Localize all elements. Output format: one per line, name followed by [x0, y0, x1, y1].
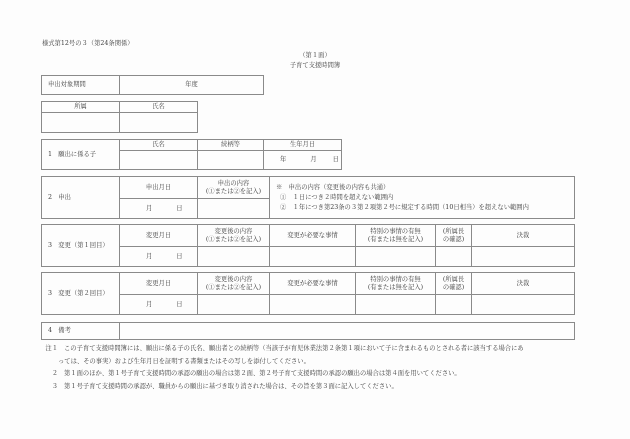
page-label: （第１面） [299, 52, 331, 59]
change-reason-field[interactable] [270, 295, 356, 315]
decision-header: 決裁 [472, 225, 575, 247]
note-text: 第１号子育て支援時間の承認が、職員からの願出に基づき取り消された場合は、その旨を第３面に記入してください。 [64, 382, 398, 390]
period-year-field[interactable]: 年度 [120, 76, 264, 95]
affiliation-table [41, 101, 198, 133]
section1-child-table [41, 139, 342, 170]
change-content-header [198, 225, 270, 247]
supervisor-confirm-field[interactable] [436, 247, 472, 267]
supervisor-header-line1: (所属長 [442, 227, 465, 235]
change-date-header: 変更月日 [120, 273, 198, 295]
change-content-header-line2: (①または②を記入) [205, 283, 262, 291]
day-label: 日 [176, 300, 183, 308]
special-circumstance-header [356, 225, 436, 247]
request-content-legend [270, 177, 575, 219]
change-date-field[interactable] [120, 295, 198, 315]
section2-label: 2 申出 [42, 177, 120, 219]
legend-item-1: ① １日につき２時間を超えない範囲内 [280, 193, 394, 201]
note-line: っては、その事実）および生年月日を証明する書類またはその写しを添付してください。 [58, 357, 310, 365]
period-label: 申出対象期間 [42, 76, 120, 95]
request-content-header-line1: 申出の内容 [217, 179, 250, 187]
month-label: 月 [146, 300, 153, 308]
special-header-line2: (有または無を記入) [367, 283, 424, 291]
month-label: 月 [146, 204, 153, 212]
request-content-field[interactable] [198, 199, 270, 219]
document-title: 子育て支援時間簿 [289, 62, 341, 69]
section2-request-table [41, 176, 575, 219]
note-text: 第１面のほか、第１号子育て支援時間の承認の願出の場合は第２面、第２号子育て支援時間の承認の願出の場合は第４面を用いてください。 [64, 370, 461, 378]
request-content-header-line2: (①または②を記入) [205, 187, 262, 195]
decision-header: 決裁 [472, 273, 575, 295]
change1-table [41, 224, 575, 267]
name-header: 氏名 [120, 102, 198, 113]
change-content-header-line2: (①または②を記入) [205, 235, 262, 243]
birthdate-header: 生年月日 [264, 140, 342, 151]
supervisor-confirm-header [436, 225, 472, 247]
supervisor-header-line2: の確認) [442, 283, 465, 291]
day-label: 日 [332, 156, 339, 164]
change2-label: 3 変更（第２回目） [42, 273, 120, 315]
child-name-header: 氏名 [120, 140, 198, 151]
change-content-header-line1: 変更後の内容 [214, 275, 253, 283]
change-content-header [198, 273, 270, 295]
name-field[interactable] [120, 113, 198, 133]
day-label: 日 [176, 252, 183, 260]
request-date-field[interactable] [120, 199, 198, 219]
note-number: ３ [51, 382, 58, 390]
child-name-field[interactable] [120, 151, 198, 170]
decision-field[interactable] [472, 295, 575, 315]
remarks-field[interactable] [120, 323, 575, 340]
section1-label: 1 願出に係る子 [42, 140, 120, 170]
month-label: 月 [146, 252, 153, 260]
change2-table [41, 272, 575, 315]
affiliation-header: 所属 [42, 102, 120, 113]
change-content-field[interactable] [198, 295, 270, 315]
note-3 [40, 381, 585, 394]
change1-label: 3 変更（第１回目） [42, 225, 120, 267]
note-line: この子育て支援時間簿には、願出に係る子の氏名、願出者との続柄等（当該子が育児休業法第２条第１項において子に含まれるものとされる者に該当する場合にあ [64, 345, 524, 352]
change-reason-field[interactable] [270, 247, 356, 267]
note-2 [40, 368, 585, 381]
day-label: 日 [176, 204, 183, 212]
special-header-line1: 特別の事情の有無 [370, 275, 421, 283]
period-table [41, 75, 264, 95]
special-circumstance-field[interactable] [356, 295, 436, 315]
request-content-header [198, 177, 270, 199]
change-content-header-line1: 変更後の内容 [214, 227, 253, 235]
special-header-line1: 特別の事情の有無 [370, 227, 421, 235]
special-circumstance-header [356, 273, 436, 295]
legend-title: ※ 申出の内容（変更後の内容も共通） [276, 183, 390, 191]
supervisor-confirm-field[interactable] [436, 295, 472, 315]
special-header-line2: (有または無を記入) [367, 235, 424, 243]
note-text [58, 343, 585, 368]
affiliation-field[interactable] [42, 113, 120, 133]
decision-field[interactable] [472, 247, 575, 267]
change-date-header: 変更月日 [120, 225, 198, 247]
note-1 [40, 343, 585, 368]
form-number: 様式第12号の３（第24条関係） [42, 40, 134, 47]
relation-field[interactable] [198, 151, 264, 170]
remarks-table [41, 322, 575, 340]
change-content-field[interactable] [198, 247, 270, 267]
request-date-header: 申出月日 [120, 177, 198, 199]
supervisor-header-line1: (所属長 [442, 275, 465, 283]
legend-item-2: ② １年につき第23条の３第２項第２号に規定する時間（10日相当）を超えない範囲内 [280, 203, 529, 211]
relation-header: 続柄等 [198, 140, 264, 151]
remarks-label: 4 備考 [42, 323, 120, 340]
change-reason-header: 変更が必要な事情 [270, 273, 356, 295]
supervisor-header-line2: の確認) [442, 235, 465, 243]
special-circumstance-field[interactable] [356, 247, 436, 267]
birthdate-field[interactable] [264, 151, 342, 170]
month-label: 月 [310, 156, 317, 164]
change-date-field[interactable] [120, 247, 198, 267]
supervisor-confirm-header [436, 273, 472, 295]
note-number: 注１ [45, 345, 58, 352]
notes-section [40, 343, 585, 393]
note-number: ２ [51, 370, 58, 378]
change-reason-header: 変更が必要な事情 [270, 225, 356, 247]
year-label: 年 [280, 156, 287, 164]
